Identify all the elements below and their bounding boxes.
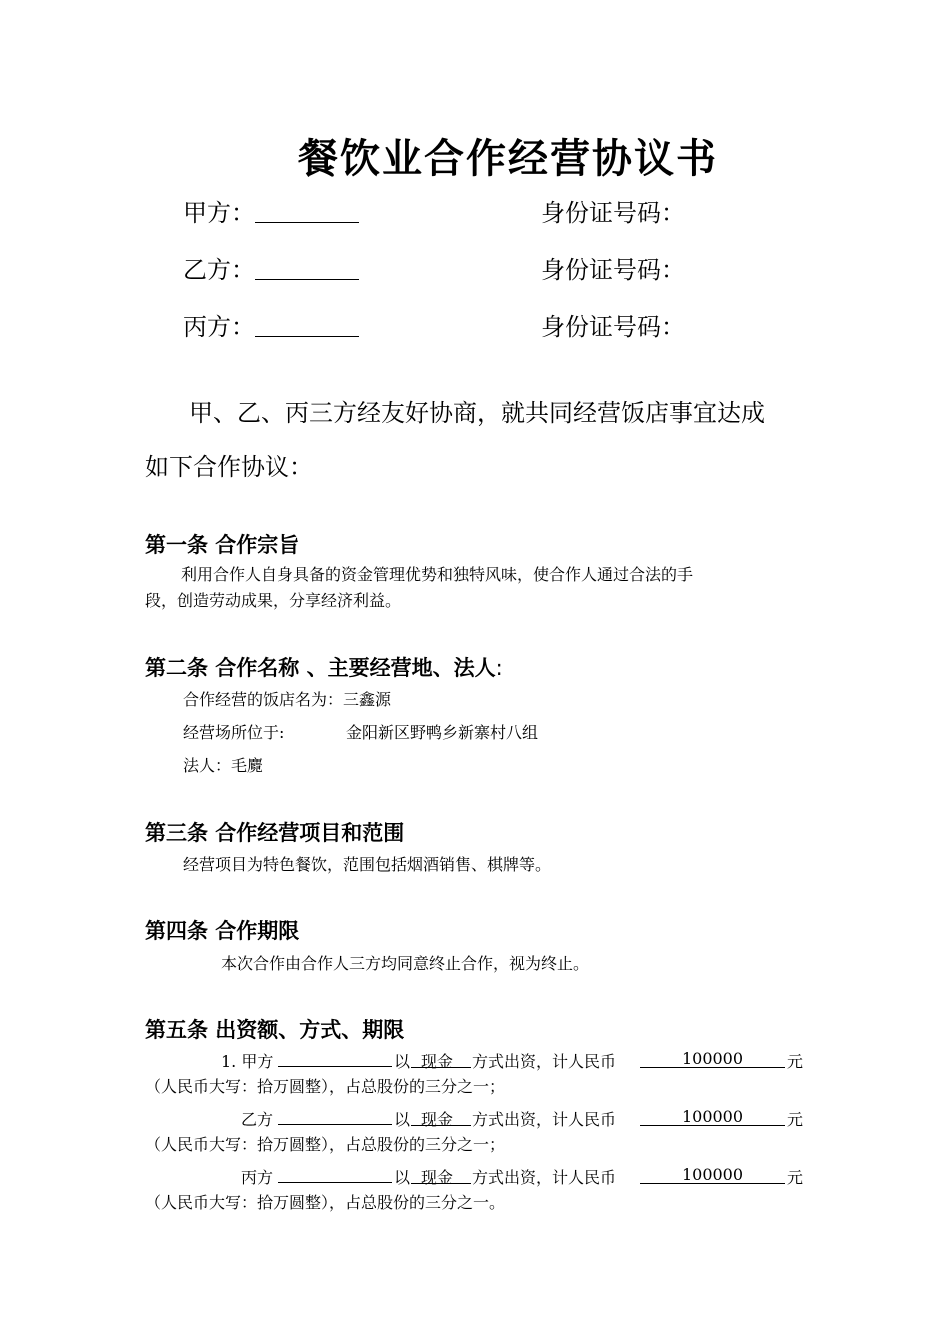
- article-1-heading: 第一条 合作宗旨: [145, 533, 300, 557]
- contribution-a-mid: 方式出资，计人民币: [472, 1052, 617, 1071]
- article-2-heading-text: 第二条 合作名称 、主要经营地、法人: [145, 656, 496, 680]
- party-a-label: 甲方：: [183, 199, 255, 227]
- contribution-b-name-blank: [278, 1124, 392, 1125]
- article-4-heading: 第四条 合作期限: [145, 919, 300, 943]
- article-5-heading: 第五条 出资额、方式、期限: [145, 1018, 405, 1042]
- article-1-line-1: 利用合作人自身具备的资金管理优势和独特风味，使合作人通过合法的手: [181, 565, 694, 584]
- party-a-line: [183, 193, 359, 228]
- article-3-text: 经营项目为特色餐饮，范围包括烟酒销售、棋牌等。: [183, 855, 552, 874]
- contribution-a-amount: 100000: [640, 1049, 785, 1068]
- party-c-label: 丙方：: [183, 313, 255, 341]
- article-2-legal-person: 法人：毛麑: [183, 756, 264, 775]
- contribution-c-method: 现金: [411, 1165, 471, 1184]
- article-2-heading: [145, 652, 503, 682]
- article-2-heading-colon: :: [495, 656, 503, 680]
- contribution-c-note: （人民币大写：拾万圆整），占总股份的三分之一。: [145, 1193, 506, 1212]
- party-c-line: [183, 307, 359, 342]
- party-b-line: [183, 250, 359, 285]
- contribution-b-unit: 元: [787, 1110, 804, 1129]
- intro-paragraph: [145, 386, 805, 494]
- contribution-c-prefix: 丙方: [241, 1168, 274, 1187]
- party-b-label: 乙方：: [183, 256, 255, 284]
- article-1-line-2: 段，创造劳动成果，分享经济利益。: [145, 591, 402, 610]
- contribution-c-amount: 100000: [640, 1165, 785, 1184]
- article-2-name-line: 合作经营的饭店名为：三鑫源: [183, 690, 392, 709]
- contribution-a-by: 以: [394, 1052, 411, 1071]
- intro-line-2: 如下合作协议：: [145, 453, 313, 481]
- contribution-b-mid: 方式出资，计人民币: [472, 1110, 617, 1129]
- contribution-c-mid: 方式出资，计人民币: [472, 1168, 617, 1187]
- contribution-a-prefix: 1. 甲方: [221, 1052, 274, 1071]
- party-c-id-label: 身份证号码：: [541, 313, 685, 341]
- intro-line-1: 甲、乙、丙三方经友好协商，就共同经营饭店事宜达成: [189, 399, 765, 427]
- contribution-b-amount: 100000: [640, 1107, 785, 1126]
- contribution-a-method: 现金: [411, 1049, 471, 1068]
- party-c-blank: [255, 335, 359, 337]
- contribution-b-note: （人民币大写：拾万圆整），占总股份的三分之一；: [145, 1135, 506, 1154]
- contribution-b-method: 现金: [411, 1107, 471, 1126]
- contribution-a-unit: 元: [787, 1052, 804, 1071]
- party-a-id-label: 身份证号码：: [541, 199, 685, 227]
- contribution-a-name-blank: [278, 1066, 392, 1067]
- contribution-b-by: 以: [394, 1110, 411, 1129]
- contribution-b-prefix: 乙方: [241, 1110, 274, 1129]
- article-2-place-label: 经营场所位于:: [183, 723, 285, 742]
- party-b-blank: [255, 278, 359, 280]
- contribution-c-by: 以: [394, 1168, 411, 1187]
- party-b-id-label: 身份证号码：: [541, 256, 685, 284]
- contribution-c-name-blank: [278, 1182, 392, 1183]
- party-a-blank: [255, 221, 359, 223]
- article-1-body: [145, 562, 805, 614]
- article-2-place-value: 金阳新区野鸭乡新寨村八组: [346, 723, 539, 742]
- document-title: 餐饮业合作经营协议书: [298, 136, 718, 182]
- contribution-a-note: （人民币大写：拾万圆整），占总股份的三分之一；: [145, 1077, 506, 1096]
- article-4-text: 本次合作由合作人三方均同意终止合作，视为终止。: [221, 954, 590, 973]
- contribution-c-unit: 元: [787, 1168, 804, 1187]
- article-3-heading: 第三条 合作经营项目和范围: [145, 821, 405, 845]
